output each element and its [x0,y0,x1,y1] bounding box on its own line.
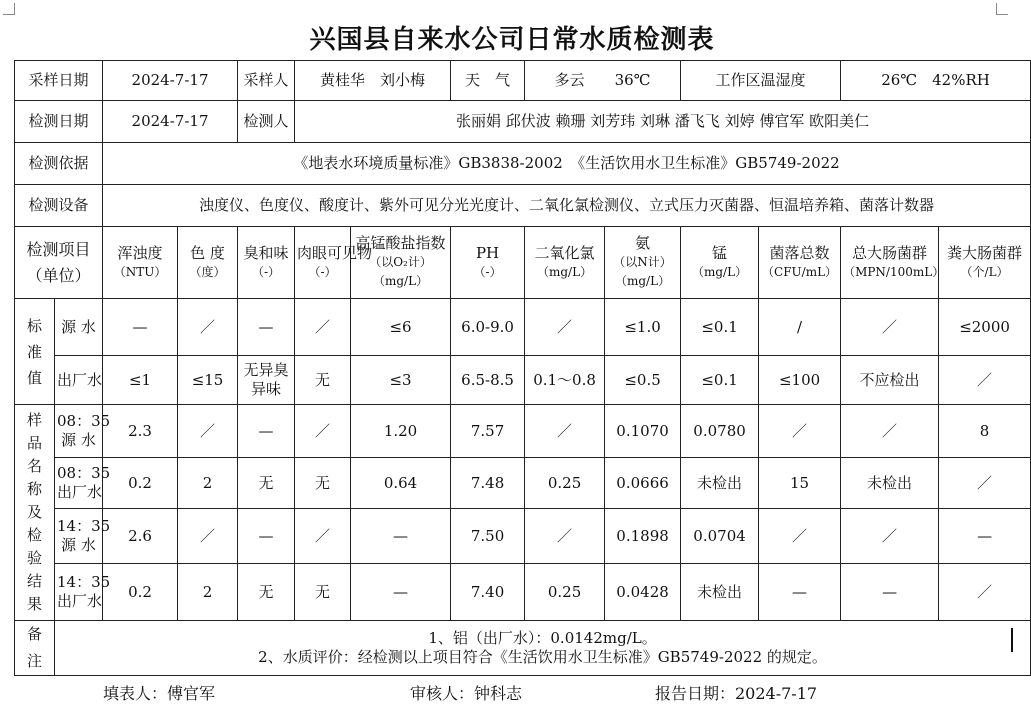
tester-label: 检测人 [238,101,295,143]
samples-label [15,405,55,621]
table-cell: 2.6 [103,509,178,564]
page-title: 兴国县自来水公司日常水质检测表 [309,25,715,55]
column-unit: （CFU/mL） [762,264,838,279]
sample-label [55,509,111,564]
weather-value: 多云 36℃ [525,61,681,101]
column-header [605,227,681,299]
column-unit: （mg/L） [373,274,429,288]
table-cell: 未检出 [681,564,759,621]
table-cell: ≤3 [351,356,451,405]
sample-row [15,405,1031,458]
table-cell: ／ [295,299,351,356]
column-unit: （个/L） [960,264,1009,279]
table-cell: ≤0.1 [681,356,759,405]
filler-signature: 填表人：傅官军 [103,684,216,703]
table-cell: — [351,564,451,621]
samples-label-text: 样品名称及检验结果 [27,411,43,613]
table-cell: 0.64 [351,458,451,509]
column-name: 肉眼可见物 [297,243,373,262]
column-unit: （度） [189,264,226,279]
column-header [759,227,841,299]
table-cell: ／ [525,405,605,458]
table-cell: 6.0-9.0 [451,299,525,356]
test-date-value: 2024-7-17 [103,101,238,143]
table-cell: — [939,509,1031,564]
test-date-label: 检测日期 [15,101,103,143]
table-cell: 0.25 [525,458,605,509]
basis-label: 检测依据 [15,143,103,185]
equipment-label: 检测设备 [15,185,103,227]
column-unit: （-） [473,264,502,279]
table-cell: 无 [238,458,295,509]
table-cell: 7.57 [451,405,525,458]
table-cell: ／ [178,299,238,356]
table-cell: ／ [178,509,238,564]
table-cell: 7.50 [451,509,525,564]
column-unit: （以N计） [613,255,672,269]
testers-value: 张丽娟 邱伏波 赖珊 刘芳玮 刘琳 潘飞飞 刘婷 傅官军 欧阳美仁 [295,101,1031,143]
column-header [939,227,1031,299]
sample-type: 出厂水 [57,483,103,501]
table-cell: ／ [939,356,1031,405]
equipment-row [15,185,1031,227]
column-unit: （以O₂计） [369,255,432,269]
env-value: 26℃ 42%RH [841,61,1031,101]
column-header [451,227,525,299]
sample-row [15,458,1031,509]
testing-info-row [15,101,1031,143]
item-header-label: 检测项目 [26,239,91,259]
standard-row-finished [15,356,1031,405]
column-header [238,227,295,299]
table-cell: ／ [295,405,351,458]
table-cell: 0.0428 [605,564,681,621]
table-cell: ／ [178,405,238,458]
report-date: 报告日期：2024-7-17 [655,684,818,703]
column-unit: （mg/L） [615,274,671,288]
sampler-label: 采样人 [238,61,295,101]
column-name: 臭和味 [243,243,289,262]
table-cell: ≤0.1 [681,299,759,356]
table-cell: ≤6 [351,299,451,356]
item-header-cell [15,227,103,299]
weather-label: 天 气 [451,61,525,101]
table-cell: 0.0666 [605,458,681,509]
table-cell: ≤15 [178,356,238,405]
equipment-value: 浊度仪、色度仪、酸度计、紫外可见分光光度计、二氧化氯检测仪、立式压力灭菌器、恒温培养箱、菌落计数器 [103,185,1031,227]
table-cell: 2 [178,564,238,621]
basis-row [15,143,1031,185]
sample-type: 源 水 [61,431,96,449]
column-unit: （NTU） [113,264,167,279]
notes-label [15,621,55,676]
sample-time: 14：35 [57,517,111,535]
table-cell: / [759,299,841,356]
table-cell: — [238,509,295,564]
sample-date-label: 采样日期 [15,61,103,101]
column-name: 高锰酸盐指数 [355,234,446,252]
standard-label [15,299,55,405]
table-cell: 无 [295,356,351,405]
column-header [841,227,945,299]
table-cell: ／ [841,405,939,458]
table-cell: 未检出 [681,458,759,509]
table-cell: 7.40 [451,564,525,621]
sample-type: 出厂水 [57,592,103,610]
column-name: PH [475,243,500,262]
basis-value: 《地表水环境质量标准》GB3838-2002 《生活饮用水卫生标准》GB5749-2022 [103,143,1031,185]
sampling-info-row [15,61,1031,101]
table-cell: ≤1 [103,356,178,405]
sample-time: 08：35 [57,464,111,482]
water-quality-table [14,60,1031,676]
sample-label [55,458,111,509]
table-cell: 0.1898 [605,509,681,564]
sample-date-value: 2024-7-17 [103,61,238,101]
table-cell: 0.25 [525,564,605,621]
column-header [525,227,605,299]
table-cell: 无 [295,458,351,509]
column-unit: （mg/L） [537,264,593,279]
table-cell: ≤0.5 [605,356,681,405]
env-label: 工作区温湿度 [681,61,841,101]
reviewer-signature: 审核人：钟科志 [410,684,523,703]
table-cell: 0.1～0.8 [525,356,605,405]
column-name: 色 度 [190,243,225,262]
table-cell: 2 [178,458,238,509]
standard-row-label: 出厂水 [55,356,103,405]
sample-time: 14：35 [57,573,111,591]
table-cell: 0.2 [103,564,178,621]
sample-label [55,564,111,621]
table-cell: — [238,405,295,458]
table-cell: 1.20 [351,405,451,458]
column-name: 浑浊度 [117,243,163,262]
column-header [103,227,178,299]
notes-label-text: 备注 [27,625,43,670]
table-cell: 不应检出 [841,356,939,405]
table-cell: 0.0780 [681,405,759,458]
table-cell: ／ [525,299,605,356]
table-cell: 7.48 [451,458,525,509]
standard-label-text: 标准值 [27,316,43,387]
table-cell: ／ [841,509,939,564]
standard-row-label: 源 水 [55,299,103,356]
column-header [681,227,759,299]
column-name: 锰 [712,243,728,262]
table-cell: 0.2 [103,458,178,509]
column-unit: （-） [308,264,337,279]
item-header-unit: （单位） [26,265,91,285]
table-cell: ／ [525,509,605,564]
standard-row-raw [15,299,1031,356]
table-cell: ≤2000 [939,299,1031,356]
table-cell: ≤100 [759,356,841,405]
sample-label [55,405,111,458]
column-unit: （MPN/100mL） [843,264,945,279]
table-cell: 15 [759,458,841,509]
table-cell: — [841,564,939,621]
table-cell: ≤1.0 [605,299,681,356]
table-cell: 未检出 [841,458,939,509]
table-cell: ／ [939,458,1031,509]
table-cell: — [103,299,178,356]
table-cell: 6.5-8.5 [451,356,525,405]
table-cell: ／ [759,509,841,564]
notes-content [55,621,1031,676]
notes-row [15,621,1031,676]
table-cell: 8 [939,405,1031,458]
table-cell [238,356,295,405]
table-cell: ／ [841,299,939,356]
table-cell: 0.0704 [681,509,759,564]
column-name: 菌落总数 [769,243,830,262]
table-cell: — [351,509,451,564]
item-header-row [15,227,1031,299]
sample-row [15,564,1031,621]
table-cell: 无 [238,564,295,621]
page-corner-mark [996,3,1008,15]
table-cell: — [238,299,295,356]
table-cell: — [759,564,841,621]
column-name: 粪大肠菌群 [947,243,1023,262]
table-cell: ／ [939,564,1031,621]
table-cell: 2.3 [103,405,178,458]
column-name: 总大肠菌群 [852,243,928,262]
sample-time: 08：35 [57,412,111,430]
note-line: 2、水质评价：经检测以上项目符合《生活饮用水卫生标准》GB5749-2022 的规定。 [258,648,827,666]
note-line: 1、铝（出厂水）：0.0142mg/L。 [428,629,657,647]
table-cell: 无 [295,564,351,621]
column-header [178,227,238,299]
column-unit: （mg/L） [692,264,748,279]
column-header [351,227,451,299]
table-cell: 0.1070 [605,405,681,458]
column-header [295,227,373,299]
sample-row [15,509,1031,564]
column-unit: （-） [252,264,281,279]
page-corner-mark [3,3,15,15]
table-cell-text: 无异臭异味 [243,361,289,398]
column-name: 二氧化氯 [534,243,595,262]
sample-type: 源 水 [61,536,96,554]
column-name: 氨 [635,234,651,252]
sampler-value: 黄桂华 刘小梅 [295,61,451,101]
table-cell: ／ [295,509,351,564]
table-cell: ／ [759,405,841,458]
